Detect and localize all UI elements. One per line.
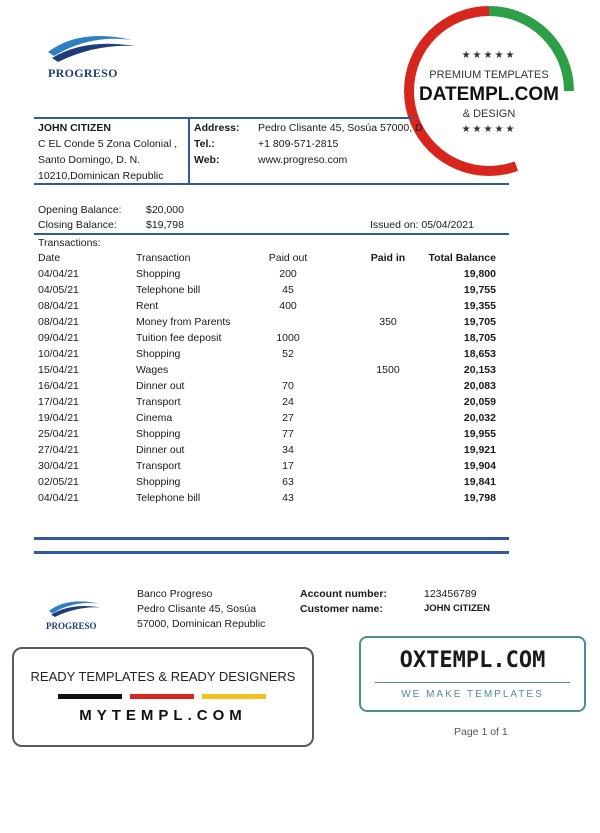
cell-date: 15/04/21 xyxy=(38,364,79,376)
cell-date: 19/04/21 xyxy=(38,412,79,424)
table-row xyxy=(38,476,508,492)
cell-paid-out: 17 xyxy=(282,460,294,472)
cell-total: 19,798 xyxy=(463,492,496,504)
closing-balance-label: Closing Balance: xyxy=(38,219,117,231)
cell-date: 04/04/21 xyxy=(38,268,79,280)
table-row xyxy=(38,268,508,284)
cell-date: 17/04/21 xyxy=(38,396,79,408)
cell-total: 20,032 xyxy=(463,412,496,424)
cell-total: 18,705 xyxy=(463,332,496,344)
issued-date: Issued on: 05/04/2021 xyxy=(370,219,474,231)
oxtempl-subtext: WE MAKE TEMPLATES xyxy=(401,689,544,700)
header-paid-out: Paid out xyxy=(268,252,308,264)
cell-transaction: Wages xyxy=(136,364,169,376)
oxtempl-underline xyxy=(375,682,570,683)
cell-transaction: Telephone bill xyxy=(136,492,201,504)
account-number-value: 123456789 xyxy=(424,588,477,600)
cell-date: 04/05/21 xyxy=(38,284,79,296)
header-divider xyxy=(188,118,190,184)
address-label: Address: xyxy=(194,122,240,134)
cell-date: 27/04/21 xyxy=(38,444,79,456)
cell-paid-out: 45 xyxy=(282,284,294,296)
customer-address-2: Santo Domingo, D. N. xyxy=(38,154,141,166)
table-row xyxy=(38,284,508,300)
transactions-top-rule xyxy=(34,233,509,235)
cell-total: 19,904 xyxy=(463,460,496,472)
footer-bank-logo xyxy=(44,597,104,637)
cell-paid-out: 63 xyxy=(282,476,294,488)
cell-total: 19,705 xyxy=(463,316,496,328)
cell-transaction: Tuition fee deposit xyxy=(136,332,222,344)
cell-date: 10/04/21 xyxy=(38,348,79,360)
cell-transaction: Money from Parents xyxy=(136,316,231,328)
table-row xyxy=(38,492,508,508)
cell-paid-out: 34 xyxy=(282,444,294,456)
cell-transaction: Rent xyxy=(136,300,159,312)
footer-rule-1 xyxy=(34,537,509,540)
badge-line2: DATEMPL.COM xyxy=(418,84,560,105)
customer-name-label: Customer name: xyxy=(300,603,383,615)
cell-date: 16/04/21 xyxy=(38,380,79,392)
header-paid-in: Paid in xyxy=(370,252,406,264)
cell-paid-out: 70 xyxy=(282,380,294,392)
cell-transaction: Shopping xyxy=(136,476,181,488)
cell-total: 20,083 xyxy=(463,380,496,392)
cell-date: 08/04/21 xyxy=(38,316,79,328)
logo-swoosh-icon xyxy=(40,30,140,64)
closing-balance-value: $19,798 xyxy=(146,219,184,231)
cell-total: 19,800 xyxy=(463,268,496,280)
flag-bar-yellow xyxy=(202,694,266,699)
cell-transaction: Transport xyxy=(136,460,181,472)
oxtempl-text: OXTEMPL.COM xyxy=(399,648,546,673)
header-transaction: Transaction xyxy=(136,252,191,264)
cell-paid-out: 400 xyxy=(279,300,297,312)
cell-date: 02/05/21 xyxy=(38,476,79,488)
cell-paid-out: 24 xyxy=(282,396,294,408)
mytempl-text: MYTEMPL.COM xyxy=(79,707,247,724)
mytempl-watermark xyxy=(12,647,314,747)
page-number: Page 1 of 1 xyxy=(454,726,508,738)
customer-name: JOHN CITIZEN xyxy=(38,122,111,134)
flag-bar-black xyxy=(58,694,122,699)
footer-rule-2 xyxy=(34,551,509,554)
tel-value: +1 809-571-2815 xyxy=(258,138,339,150)
cell-transaction: Cinema xyxy=(136,412,173,424)
footer-bank-address-1: Pedro Clisante 45, Sosúa xyxy=(137,603,257,615)
cell-transaction: Transport xyxy=(136,396,181,408)
table-row xyxy=(38,316,508,332)
cell-total: 19,355 xyxy=(463,300,496,312)
cell-transaction: Shopping xyxy=(136,428,181,440)
web-label: Web: xyxy=(194,154,220,166)
table-row xyxy=(38,396,508,412)
badge-line1: PREMIUM TEMPLATES xyxy=(429,69,549,81)
customer-name-value: JOHN CITIZEN xyxy=(424,603,490,614)
oxtempl-watermark xyxy=(359,636,586,712)
logo-text: PROGRESO xyxy=(48,66,118,80)
cell-total: 20,153 xyxy=(463,364,496,376)
cell-paid-in: 350 xyxy=(379,316,397,328)
opening-balance-label: Opening Balance: xyxy=(38,204,122,216)
cell-transaction: Shopping xyxy=(136,348,181,360)
ready-templates-text: READY TEMPLATES & READY DESIGNERS xyxy=(30,669,296,684)
opening-balance-value: $20,000 xyxy=(146,204,184,216)
cell-total: 19,955 xyxy=(463,428,496,440)
cell-total: 18,653 xyxy=(463,348,496,360)
badge-line3: & DESIGN xyxy=(462,108,516,120)
cell-transaction: Shopping xyxy=(136,268,181,280)
footer-logo-text: PROGRESO xyxy=(46,621,97,631)
cell-paid-out: 27 xyxy=(282,412,294,424)
cell-paid-out: 52 xyxy=(282,348,294,360)
cell-date: 09/04/21 xyxy=(38,332,79,344)
customer-address-3: 10210,Dominican Republic xyxy=(38,170,164,182)
footer-bank-address-2: 57000, Dominican Republic xyxy=(137,618,266,630)
cell-total: 20,059 xyxy=(463,396,496,408)
customer-address-1: C EL Conde 5 Zona Colonial , xyxy=(38,138,178,150)
badge-inner xyxy=(414,16,564,166)
cell-total: 19,755 xyxy=(463,284,496,296)
table-row xyxy=(38,348,508,364)
bank-logo xyxy=(40,30,140,82)
header-date: Date xyxy=(38,252,61,264)
tel-label: Tel.: xyxy=(194,138,215,150)
cell-paid-out: 43 xyxy=(282,492,294,504)
transactions-section-label: Transactions: xyxy=(38,237,101,249)
table-row xyxy=(38,460,508,476)
cell-date: 04/04/21 xyxy=(38,492,79,504)
badge-stars-top: ★★★★★ xyxy=(461,50,517,61)
cell-paid-out: 200 xyxy=(279,268,297,280)
web-value[interactable]: www.progreso.com xyxy=(258,154,348,166)
cell-paid-in: 1500 xyxy=(376,364,400,376)
datempl-badge xyxy=(404,6,574,176)
table-row xyxy=(38,300,508,316)
table-row xyxy=(38,412,508,428)
table-row xyxy=(38,444,508,460)
header-bottom-rule xyxy=(34,183,509,185)
cell-transaction: Dinner out xyxy=(136,444,185,456)
table-row xyxy=(38,332,508,348)
table-row xyxy=(38,364,508,380)
cell-paid-out: 77 xyxy=(282,428,294,440)
table-row xyxy=(38,428,508,444)
cell-paid-out: 1000 xyxy=(276,332,300,344)
transactions-header-row xyxy=(38,252,508,268)
address-value: Pedro Clisante 45, Sosúa 57000, D xyxy=(258,122,423,134)
cell-total: 19,841 xyxy=(463,476,496,488)
cell-date: 30/04/21 xyxy=(38,460,79,472)
cell-transaction: Telephone bill xyxy=(136,284,201,296)
footer-bank-name: Banco Progreso xyxy=(137,588,213,600)
header-total-balance: Total Balance xyxy=(428,252,496,264)
account-number-label: Account number: xyxy=(300,588,387,600)
header-top-rule xyxy=(34,117,414,119)
footer-logo-swoosh-icon xyxy=(44,597,104,619)
cell-date: 25/04/21 xyxy=(38,428,79,440)
badge-stars-bottom: ★★★★★ xyxy=(461,124,517,135)
cell-date: 08/04/21 xyxy=(38,300,79,312)
table-row xyxy=(38,380,508,396)
cell-transaction: Dinner out xyxy=(136,380,185,392)
flag-bar-red xyxy=(130,694,194,699)
cell-total: 19,921 xyxy=(463,444,496,456)
